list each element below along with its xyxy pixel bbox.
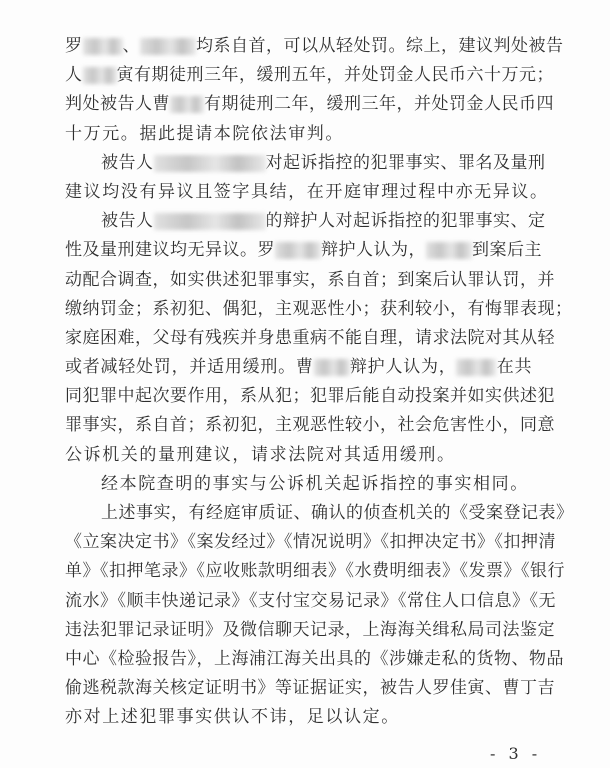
text-fragment: 到案后主 [472, 240, 542, 261]
text-fragment: 辩护人认为， [349, 357, 457, 378]
text-line [65, 236, 542, 265]
redacted-name [83, 38, 123, 55]
text-fragment: 有期徒刑二年，缓刑三年，并处罚金人民币四 [204, 94, 554, 115]
text-line: 中心《检验报告》，上海浦江海关出具的《涉嫌走私的货物、物品 [65, 648, 564, 669]
redacted-name [170, 96, 204, 113]
text-line: 公诉机关的量刑建议，请求法院对其适用缓刑。 [65, 444, 456, 465]
text-fragment: 被告人 [101, 152, 154, 173]
text-line: 缴纳罚金；系初犯、偶犯，主观恶性小；获利较小，有悔罪表现； [65, 298, 573, 319]
text-fragment: 在共 [496, 357, 533, 378]
text-fragment: 判处被告人曹 [65, 94, 170, 115]
text-line: 同犯罪中起次要作用，系从犯；犯罪后能自动投案并如实供述犯 [65, 386, 555, 407]
text-fragment: 的辩护人对起诉指控的犯罪事实、定 [265, 211, 546, 232]
redacted-name [275, 242, 321, 259]
text-line [65, 149, 546, 178]
text-line: 动配合调查，如实供述犯罪事实，系自首；到案后认罪认罚，并 [65, 269, 555, 290]
text-line [65, 61, 554, 90]
redacted-name [456, 359, 496, 376]
text-fragment: 性及量刑建议均无异议。罗 [65, 240, 275, 261]
redacted-name [426, 242, 472, 259]
text-line: 流水》《顺丰快递记录》《支付宝交易记录》《常住人口信息》《无 [65, 590, 556, 611]
text-line: 十万元。据此提请本院依法审判。 [65, 123, 344, 144]
text-line: 单》《扣押笔录》《应收账款明细表》《水费明细表》《发票》《银行 [65, 561, 565, 582]
text-line [65, 207, 546, 236]
text-line [65, 90, 554, 119]
text-fragment: 、 [122, 36, 140, 56]
text-line: 罪事实，系自首；系初犯，主观恶性较小，社会危害性小，同意 [65, 415, 555, 436]
text-fragment: 辩护人认为， [321, 240, 426, 261]
redacted-name [314, 359, 350, 376]
text-line [65, 32, 564, 61]
text-line: 上述事实，有经庭审质证、确认的侦查机关的《受案登记表》 [101, 503, 574, 523]
text-line: 亦对上述犯罪事实供认不讳，足以认定。 [65, 707, 400, 728]
page-number: - 3 - [490, 744, 542, 763]
text-line: 《立案决定书》《案发经过》《情况说明》《扣押决定书》《扣押清 [65, 532, 556, 553]
text-line [65, 353, 532, 382]
text-fragment: 寅有期徒刑三年，缓刑五年，并处罚金人民币六十万元； [116, 65, 554, 86]
text-line: 经本院查明的事实与公诉机关起诉指控的事实相同。 [101, 473, 529, 494]
text-fragment: 对起诉指控的犯罪事实、罪名及量刑 [265, 152, 546, 173]
text-line: 违法犯罪记录证明》及微信聊天记录，上海海关缉私局司法鉴定 [65, 619, 555, 640]
document-body [65, 32, 574, 733]
redacted-name [83, 67, 117, 84]
text-line: 家庭困难，父母有残疾并身患重病不能自理，请求法院对其从轻 [65, 327, 555, 348]
text-fragment: 被告人 [101, 211, 154, 232]
text-fragment: 人 [65, 65, 83, 86]
text-fragment: 罗 [65, 36, 83, 56]
redacted-name [154, 213, 266, 230]
redacted-name [140, 38, 196, 55]
text-line: 建议均没有异议且签字具结，在开庭审理过程中亦无异议。 [65, 181, 549, 202]
text-fragment: 均系自首，可以从轻处罚。综上，建议判处被告 [196, 36, 564, 56]
text-line: 偷逃税款海关核定证明书》等证据证实，被告人罗佳寅、曹丁吉 [65, 678, 555, 699]
text-fragment: 或者减轻处罚，并适用缓刑。曹 [65, 357, 314, 378]
redacted-name [154, 155, 266, 172]
